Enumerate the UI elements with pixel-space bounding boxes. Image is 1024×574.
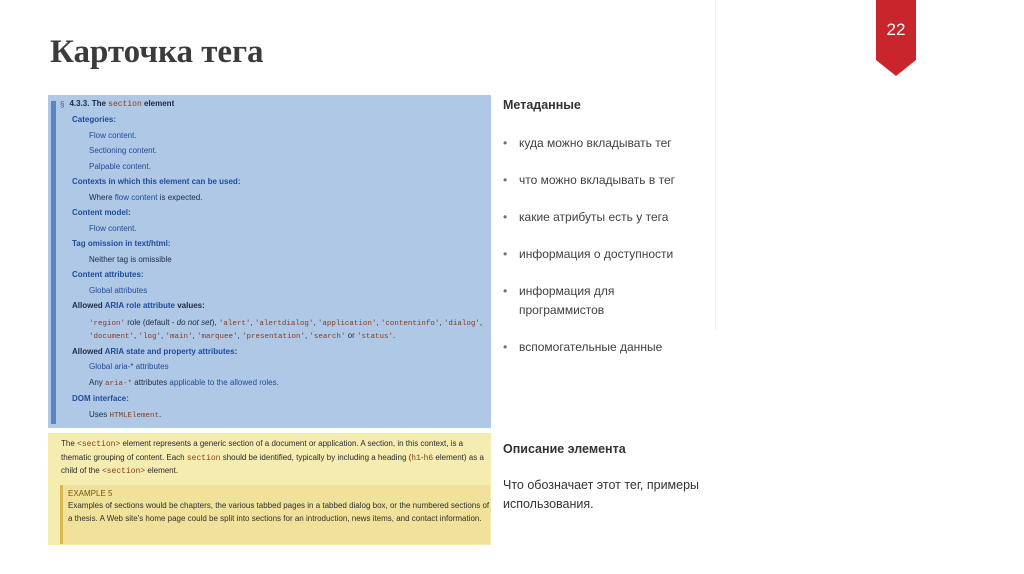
bullet-item: • что можно вкладывать в тег (503, 171, 723, 190)
description-paragraph: The <section> element represents a generic section of a document or application. A section, in this context, is a thematic grouping of content. Each section should be identified, typically by including a heading (h1-h6 element) as a child of the <section> element. (61, 439, 484, 476)
example-body: Examples of sections would be chapters, the various tabbed pages in a tabbed dialog box, or the numbered sections of a thesis. A Web site's home page could be split into sections for an introduction, news items, and contact information. (68, 501, 490, 523)
role-value: 'alertdialog' (254, 319, 314, 328)
flow-content-link[interactable]: flow content (114, 192, 158, 202)
category-item[interactable]: Sectioning content. (89, 146, 158, 155)
aria-state-label: Allowed ARIA state and property attributes: (72, 346, 238, 356)
tag-omission-value: Neither tag is omissible (89, 254, 172, 264)
role-value: 'main' (165, 333, 193, 341)
allowed-roles-link[interactable]: applicable to the allowed roles. (169, 377, 279, 387)
aria-role-label: Allowed ARIA role attribute values: (72, 301, 205, 310)
description-summary: Что обозначает этот тег, примеры использования. (503, 478, 700, 511)
role-value: 'log' (138, 333, 161, 341)
section-link-icon[interactable]: § (60, 99, 65, 109)
content-model-value[interactable]: Flow content. (89, 223, 137, 233)
category-item[interactable]: Palpable content. (89, 161, 151, 171)
content-model-label[interactable]: Content model: (72, 208, 131, 217)
role-value: 'application' (317, 319, 377, 328)
contexts-value: Where flow content is expected. (89, 192, 203, 202)
role-value: 'document' (89, 333, 135, 341)
bullet-item: • вспомогательные данные (503, 338, 723, 357)
spec-heading (60, 99, 174, 109)
spec-metadata-panel (48, 95, 491, 428)
html-element-link[interactable]: HTMLElement (109, 411, 159, 420)
aria-global-value[interactable]: Global aria-* attributes (89, 362, 169, 371)
contexts-label[interactable]: Contexts in which this element can be used: (72, 177, 241, 186)
bullet-item: • информация для программистов (503, 282, 659, 320)
role-value: 'marquee' (196, 333, 238, 341)
metadata-bullet-list (503, 134, 723, 357)
aria-any-value: Any aria-* attributes applicable to the allowed roles. (89, 377, 279, 388)
categories-label[interactable]: Categories: (72, 115, 117, 124)
slide-title: Карточка тега (50, 34, 264, 70)
dom-interface-value: Uses HTMLElement. (89, 409, 162, 420)
bullet-item: • куда можно вкладывать тег (503, 134, 723, 153)
description-heading: Описание элемента (503, 442, 626, 456)
category-item[interactable]: Flow content. (89, 130, 137, 140)
spec-heading-suffix: element (144, 99, 175, 108)
spec-heading-tag: section (108, 100, 142, 109)
role-value: 'region' (89, 319, 126, 328)
example-box (60, 485, 490, 544)
panel-stripe (51, 101, 56, 424)
role-value: 'dialog' (443, 319, 480, 328)
tag-omission-label[interactable]: Tag omission in text/html: (72, 239, 171, 248)
content-attributes-value[interactable]: Global attributes (89, 285, 148, 295)
role-value: 'contentinfo' (380, 319, 440, 328)
dom-interface-label[interactable]: DOM interface: (72, 394, 129, 403)
page-number: 22 (886, 20, 906, 39)
element-description-panel (48, 433, 491, 545)
role-value: 'alert' (218, 319, 251, 328)
bullet-item: • какие атрибуты есть у тега (503, 208, 723, 227)
role-value: 'status' (357, 333, 394, 341)
bullet-item: • информация о доступности (503, 245, 723, 264)
example-title: EXAMPLE 5 (68, 489, 113, 498)
metadata-heading: Метаданные (503, 98, 581, 112)
content-attributes-label[interactable]: Content attributes: (72, 270, 144, 279)
role-value: 'presentation' (241, 333, 305, 341)
aria-role-link[interactable]: ARIA role attribute (104, 301, 175, 310)
spec-definition-list (72, 115, 487, 426)
aria-roles-value: 'region' role (default - do not set), 'alert', 'alertdialog', 'application', 'contentinfo', 'dialog', 'document', 'log', 'main', 'marquee', 'presentation', 'search' or 'status'. (89, 317, 483, 341)
spec-heading-prefix: 4.3.3. The (69, 99, 106, 108)
role-value: 'search' (309, 333, 346, 341)
aria-state-link[interactable]: ARIA state and property attributes (104, 346, 235, 356)
